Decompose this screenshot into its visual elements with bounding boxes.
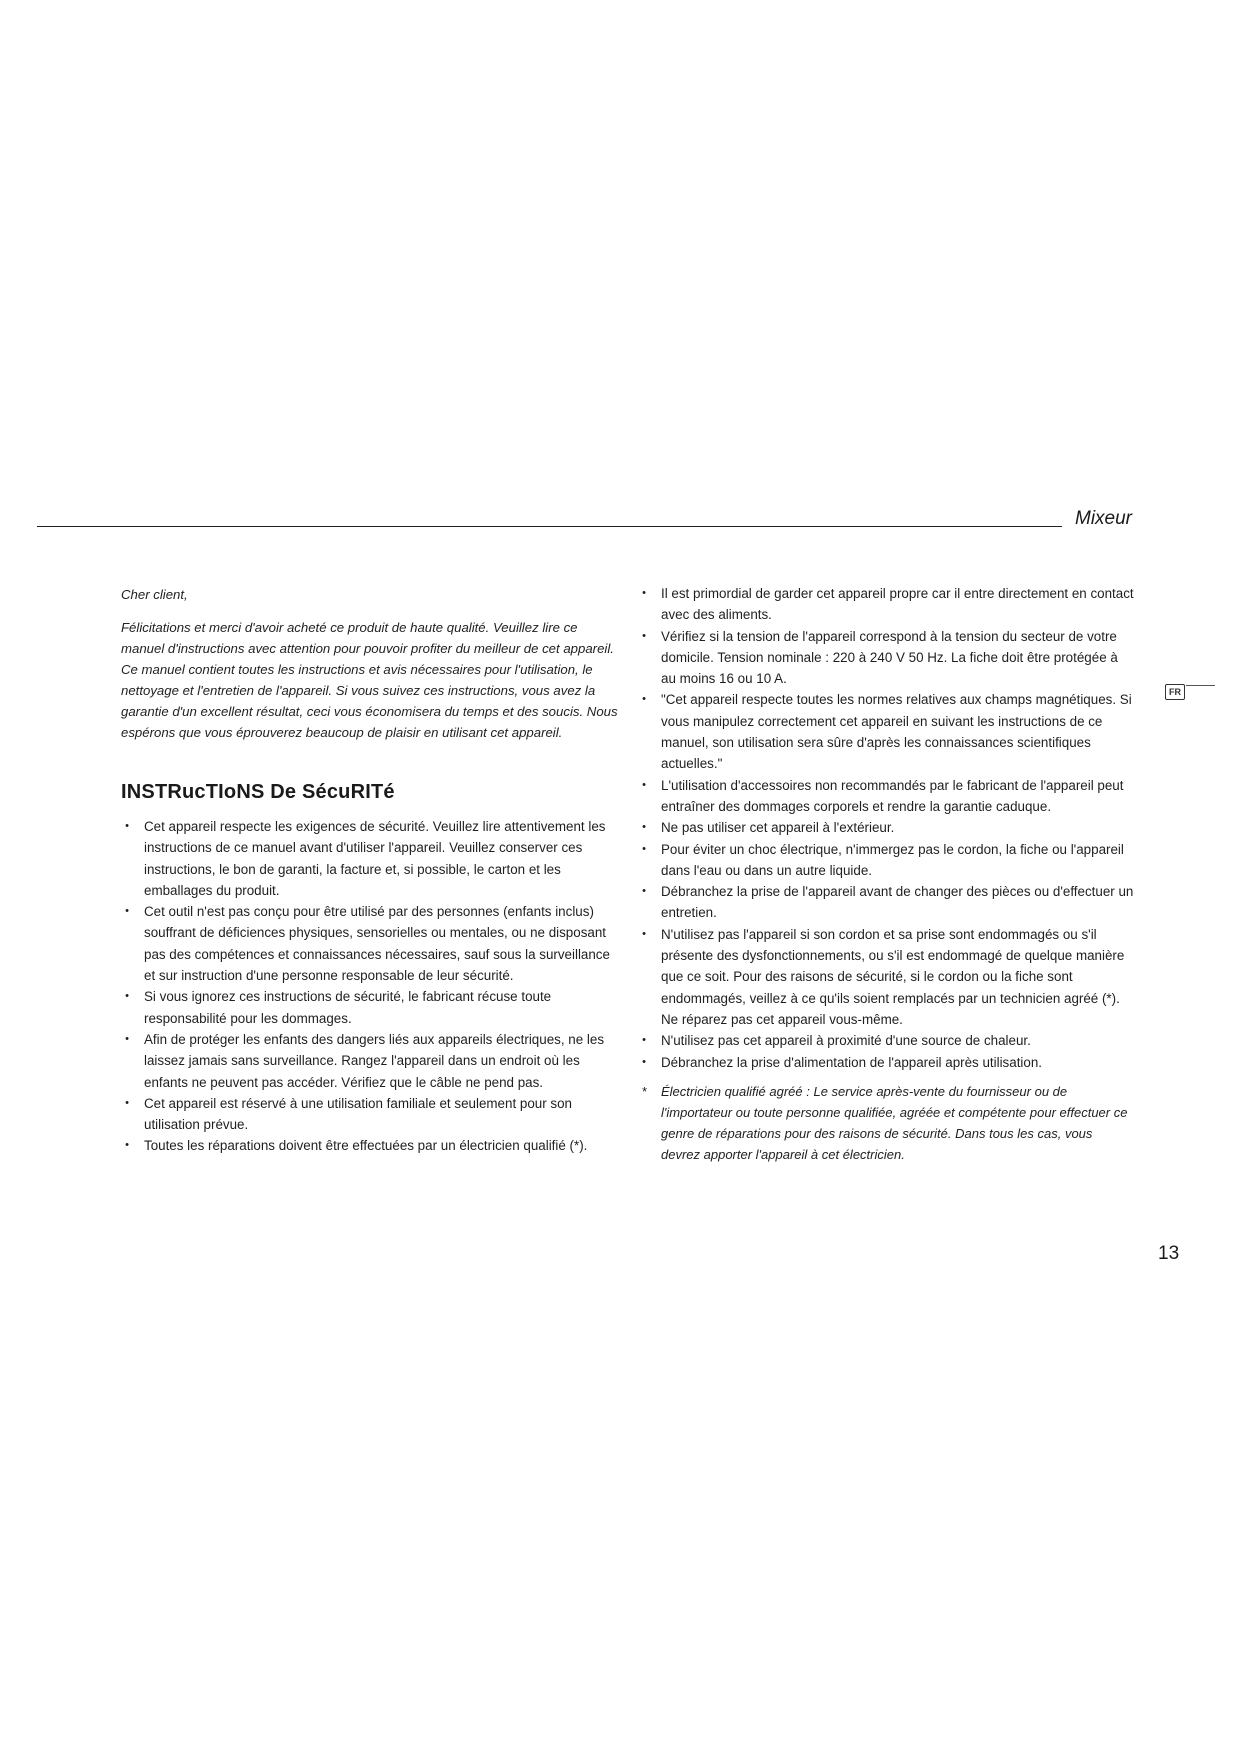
bullet-icon: • [125,820,129,832]
list-item [638,1052,1134,1073]
list-item [638,626,1134,690]
header-title: Mixeur [1075,508,1133,529]
list-item [121,1135,621,1156]
list-item-text: Débranchez la prise d'alimentation de l'appareil après utilisation. [661,1054,1043,1070]
list-item-text: N'utilisez pas cet appareil à proximité d'une source de chaleur. [661,1033,1031,1049]
list-item [638,775,1134,818]
language-tab: FR [1165,684,1185,700]
list-item [638,881,1134,924]
intro-body: Félicitations et merci d'avoir acheté ce produit de haute qualité. Veuillez lire ce manuel d'instructions avec attention pour pouvoir profiter du meilleur de cet appareil. Ce manuel contient toutes les instructions et avis nécessaires pour l'utilisation, le nettoyage et l'entretien de l'appareil. Si vous suivez ces instructions, vous avez la garantie d'un excellent résultat, ceci vous économisera du temps et des soucis. Nous espérons que vous éprouverez beaucoup de plaisir en utilisant cet appareil. [121,620,618,740]
list-item-text: Vérifiez si la tension de l'appareil correspond à la tension du secteur de votre domicile. Tension nominale : 220 à 240 V 50 Hz. La fiche doit être protégée à au moins 16 ou 10 A. [661,628,1118,687]
intro-greeting: Cher client, [121,587,188,602]
list-item [121,901,621,986]
list-item [121,816,621,901]
page-number: 13 [1158,1243,1180,1264]
list-item-text: Cet appareil est réservé à une utilisation familiale et seulement pour son utilisation prévue. [144,1095,572,1133]
list-item-text: N'utilisez pas l'appareil si son cordon et sa prise sont endommagés ou s'il présente des dysfonctionnements, ou s'il est endommagé de quelque manière que ce soit. Pour des raisons de sécurité, si le cordon ou la fiche sont endommagés, veillez à ce qu'ils soient remplacés par un technicien agréé (*). Ne réparez pas cet appareil vous-même. [661,926,1125,1027]
bullet-icon: • [642,778,646,791]
bullet-icon: • [125,1096,129,1109]
header-rule [37,526,1062,527]
list-item-text: Toutes les réparations doivent être effectuées par un électricien qualifié (*). [144,1138,588,1154]
list-item-text: Si vous ignorez ces instructions de sécurité, le fabricant récuse toute responsabilité pour les dommages. [144,989,552,1026]
footnote [638,1081,1134,1165]
asterisk-icon: * [641,1083,647,1099]
list-item-text: Débranchez la prise de l'appareil avant de changer des pièces ou d'effectuer un entretien. [661,884,1134,921]
right-column [638,583,1134,1165]
list-item [638,1030,1134,1051]
list-item [638,817,1134,838]
safety-list-right [638,583,1134,1073]
list-item-text: Pour éviter un choc électrique, n'immergez pas le cordon, la fiche ou l'appareil dans l'eau ou dans un autre liquide. [661,841,1124,878]
list-item [638,689,1134,774]
list-item-text: L'utilisation d'accessoires non recommandés par le fabricant de l'appareil peut entraîner des dommages corporels et rendre la garantie caduque. [661,777,1124,814]
left-column [121,584,621,1157]
bullet-icon: • [642,1034,646,1047]
bullet-icon: • [642,927,646,940]
bullet-icon: • [642,629,646,642]
language-tab-line [1186,685,1215,686]
list-item [638,839,1134,882]
list-item-text: Cet appareil respecte les exigences de sécurité. Veuillez lire attentivement les instructions de ce manuel avant d'utiliser l'appareil. Veuillez conserver ces instructions, le bon de garanti, la facture et, si possible, le carton et les emballages du produit. [144,819,606,898]
list-item [638,924,1134,1030]
bullet-icon: • [642,821,646,834]
list-item-text: Afin de protéger les enfants des dangers liés aux appareils électriques, ne les laissez jamais sans surveillance. Rangez l'appareil dans un endroit où les enfants ne peuvent pas accéder. Vérifiez que le câble ne pend pas. [144,1031,605,1090]
bullet-icon: • [125,1032,129,1045]
list-item [121,1029,621,1093]
footnote-text: Électricien qualifié agréé : Le service après-vente du fournisseur ou de l'importateur ou toute personne qualifiée, agréée et compétente pour effectuer ce genre de réparations pour des raisons de sécurité. Dans tous les cas, vous devrez apporter l'appareil à cet électricien. [661,1083,1128,1162]
bullet-icon: • [642,842,646,855]
section-title: INSTRucTIoNS De SécuRITé [121,781,395,803]
bullet-icon: • [125,990,129,1003]
list-item-text: Cet outil n'est pas conçu pour être utilisé par des personnes (enfants inclus) souffrant de déficiences physiques, sensorielles ou mentales, ou ne disposant pas des compétences et connaissances nécessaires, sauf sous la surveillance et sur instruction d'une personne responsable de leur sécurité. [144,904,610,984]
list-item-text: Ne pas utiliser cet appareil à l'extérieur. [661,820,895,836]
list-item-text: "Cet appareil respecte toutes les normes relatives aux champs magnétiques. Si vous manipulez correctement cet appareil en suivant les instructions de ce manuel, son utilisation sera sûre d'après les connaissances scientifiques actuelles." [661,692,1132,772]
bullet-icon: • [642,693,646,706]
bullet-icon: • [642,587,646,599]
list-item [638,583,1134,626]
safety-list-left [121,816,621,1157]
list-item-text: Il est primordial de garder cet appareil propre car il entre directement en contact avec des aliments. [661,586,1134,623]
bullet-icon: • [125,1139,129,1152]
list-item [121,1093,621,1136]
bullet-icon: • [642,1055,646,1068]
intro [121,584,621,743]
bullet-icon: • [642,885,646,898]
list-item [121,986,621,1029]
bullet-icon: • [125,905,129,918]
